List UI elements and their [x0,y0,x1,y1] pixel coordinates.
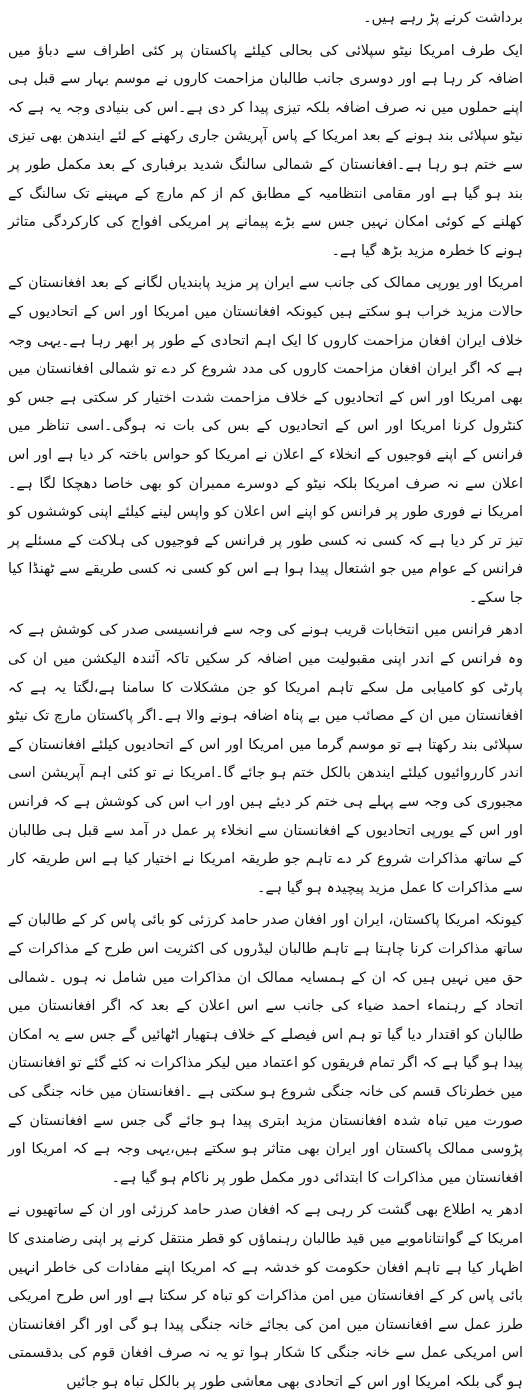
article-paragraph-3: امریکا اور یورپی ممالک کی جانب سے ایران پر مزید پابندیاں لگانے کے بعد افغانستان کے حالات مزید خراب ہو سکتے ہیں کیونکہ افغانستان میں امریکا اور اس کے اتحادیوں کے خلاف ایران افغان مزاحمت کاروں کا ایک اہم اتحادی کے طور پر ابھر رہا ہے۔یہی وجہ ہے کہ اگر ایران افغان مزاحمت کاروں کی مدد شروع کر دے تو شمالی افغانستان میں بھی امریکا اور اس کے اتحادیوں کے خلاف مزاحمت شدت اختیار کر سکتی ہے جس کو کنٹرول کرنا امریکا اور اس کے اتحادیوں کے بس کی بات نہ ہوگی۔اسی تناظر میں فرانس کے اپنے فوجیوں کے انخلاء کے اعلان نے امریکا کو حواس باختہ کر دیا ہے اور اس اعلان سے نہ صرف امریکا بلکہ نیٹو کے دوسرے ممبران کو بھی خاصا دھچکا لگا ہے۔امریکا نے فوری طور پر فرانس کو اپنے اس اعلان کو واپس لینے کیلئے اپنی کوششوں کو تیز تر کر دیا ہے کہ کسی نہ کسی طور پر فرانس کے فوجیوں کی ہلاکت کے مسئلے پر فرانس کے عوام میں جو اشتعال پیدا ہوا ہے اس کو کسی نہ کسی طریقے سے ٹھنڈا کیا جا سکے۔ [8,275,523,606]
article-paragraph-4: ادھر فرانس میں انتخابات قریب ہونے کی وجہ سے فرانسیسی صدر کی کوشش ہے کہ وہ فرانس کے اندر اپنی مقبولیت میں اضافہ کر سکیں تاکہ آئندہ الیکشن میں ان کی پارٹی کو کامیابی مل سکے تاہم امریکا کو جن مشکلات کا سامنا ہے،لگتا یہ ہے کہ افغانستان میں ان کے مصائب میں بے پناہ اضافہ ہونے والا ہے۔اگر پاکستان مارچ تک نیٹو سپلائی بند رکھتا ہے تو موسم گرما میں امریکا اور اس کے اتحادیوں کیلئے افغانستان کے اندر کارروائیوں کیلئے ایندھن بالکل ختم ہو جائے گا۔امریکا نے تو کئی اہم آپریشن اسی مجبوری کی وجہ سے پہلے ہی ختم کر دیئے ہیں اور اب اس کی کوشش ہے کہ فرانس اور اس کے یورپی اتحادیوں کے افغانستان سے انخلاء پر عمل در آمد سے قبل ہی طالبان کے ساتھ مذاکرات شروع کر دے تاہم جو طریقہ امریکا نے اختیار کیا ہے اس طریقہ کار سے مذاکرات کا عمل مزید پیچیدہ ہو گیا ہے۔ [8,622,523,896]
article-paragraph-5: کیونکہ امریکا پاکستان، ایران اور افغان صدر حامد کرزئی کو بائی پاس کر کے طالبان کے ساتھ مذاکرات کرنا چاہتا ہے تاہم طالبان لیڈروں کی اکثریت اس طرح کے مذاکرات کے حق میں نہیں ہیں کہ ان کے ہمسایہ ممالک ان مذاکرات میں شامل نہ ہوں ۔شمالی اتحاد کے رہنماء احمد ضیاء کی جانب سے اس اعلان کے بعد کہ اگر افغانستان میں طالبان کو اقتدار دیا گیا تو ہم اس فیصلے کے خلاف ہتھیار اٹھائیں گے جس سے یہ امکان پیدا ہو گیا ہے کہ اگر تمام فریقوں کو اعتماد میں لیکر مذاکرات نہ کئے گئے تو افغانستان میں خطرناک قسم کی خانہ جنگی شروع ہو سکتی ہے ۔افغانستان میں خانہ جنگی کی صورت میں تباہ شدہ افغانستان مزید ابتری پیدا ہو جائے گی جس سے افغانستان کے پڑوسی ممالک پاکستان اور ایران بھی متاثر ہو سکتے ہیں،یہی وجہ ہے کہ امریکا اور افغانستان میں مذاکرات کا ابتدائی دور مکمل طور پر ناکام ہو گیا ہے۔ [8,912,523,1186]
article-paragraph-2: ایک طرف امریکا نیٹو سپلائی کی بحالی کیلئے پاکستان پر کئی اطراف سے دباؤ میں اضافہ کر رہا ہے اور دوسری جانب طالبان مزاحمت کاروں نے موسم بہار سے قبل ہی اپنے حملوں میں نہ صرف اضافہ بلکہ تیزی پیدا کر دی ہے۔اس کی بنیادی وجہ یہ ہے کہ نیٹو سپلائی بند ہونے کے بعد امریکا کے پاس آپریشن جاری رکھنے کے لئے ایندھن بھی تیزی سے ختم ہو رہا ہے۔افغانستان کے شمالی سالنگ شدید برفباری کے بعد مکمل طور پر بند ہو گیا ہے اور مقامی انتظامیہ کے مطابق کم از کم مارچ کے مہینے تک سالنگ کے کھلنے کے کوئی امکان نہیں جس سے بڑے پیمانے پر امریکی افواج کی کارکردگی متاثر ہونے کا خطرہ مزید بڑھ گیا ہے۔ [8,42,523,259]
article-paragraph-6: ادھر یہ اطلاع بھی گشت کر رہی ہے کہ افغان صدر حامد کرزئی اور ان کے ساتھیوں نے امریکا کے گوانتاناموبے میں قید طالبان رہنماؤں کو قطر منتقل کرنے پر اپنی رضامندی کا اظہار کیا ہے تاہم افغان حکومت کو خدشہ ہے کہ امریکا اپنے مفادات کی خاطر انہیں بائی پاس کر کے افغانستان میں امن مذاکرات کو تباہ کر سکتا ہے اور اس طرح امریکی طرز عمل سے افغانستان میں امن کی بجائے خانہ جنگی پیدا ہو گی اور اگر افغانستان اس امریکی عمل سے خانہ جنگی کا شکار ہوا تو یہ نہ صرف افغان قوم کی بدقسمتی ہو گی بلکہ امریکا اور اس کے اتحادی بھی معاشی طور پر بالکل تباہ ہو جائیں [8,1202,523,1390]
article-paragraph-1: برداشت کرنے پڑ رہے ہیں۔ [363,10,523,26]
